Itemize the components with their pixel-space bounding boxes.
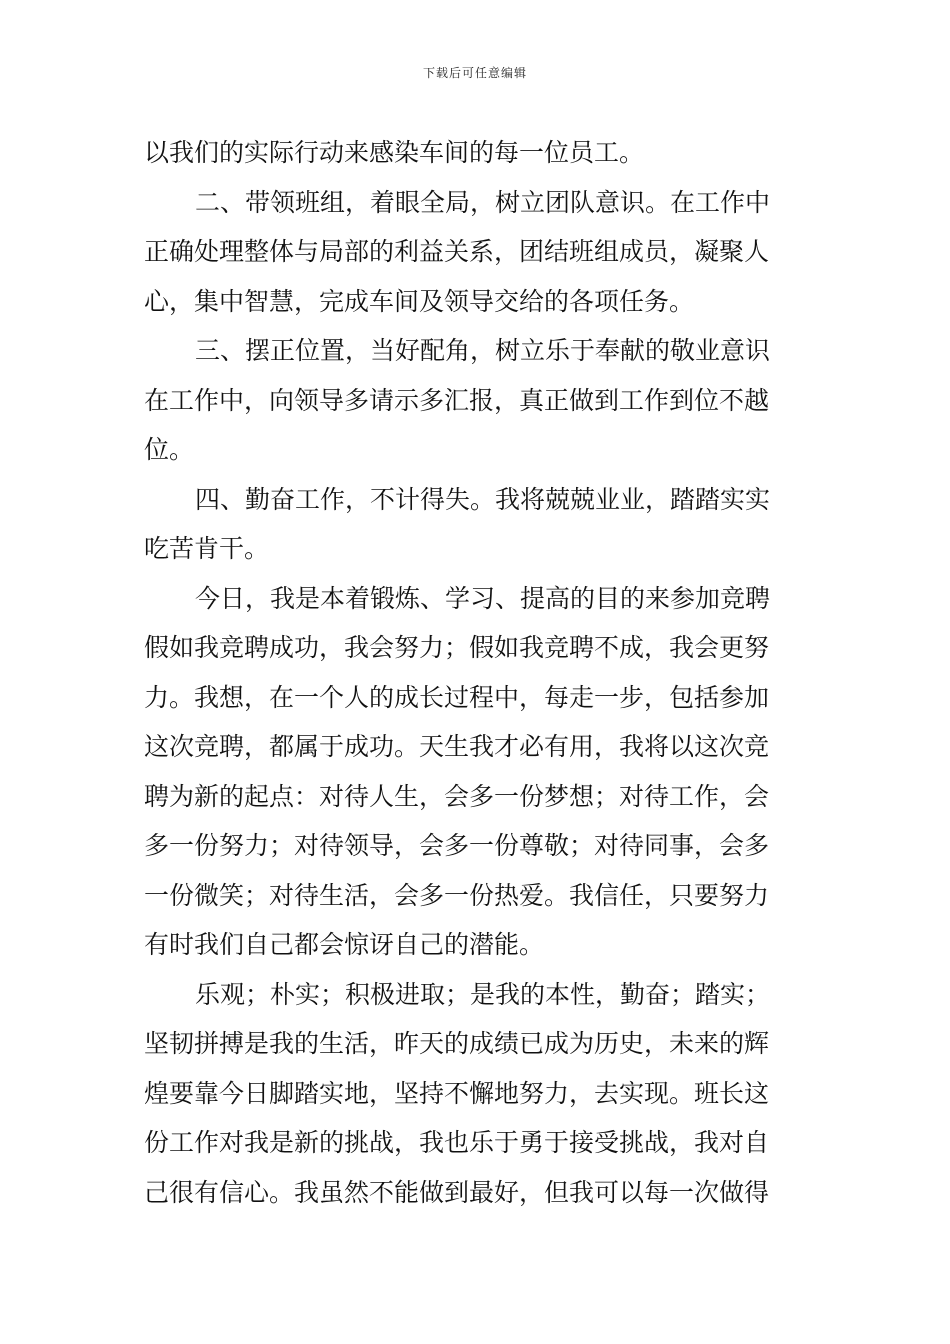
text-line: 以我们的实际行动来感染车间的每一位员工。 (144, 138, 645, 167)
text-line: 三、摆正位置，当好配角，树立乐于奉献的敬业意识 (195, 336, 771, 365)
text-line: 有时我们自己都会惊讶自己的潜能。 (144, 930, 545, 959)
text-line: 坚韧拼搏是我的生活，昨天的成绩已成为历史，未来的辉 (144, 1029, 770, 1058)
text-line: 乐观；朴实；积极进取；是我的本性，勤奋；踏实； (195, 979, 771, 1009)
page-header: 下载后可任意编辑 (422, 66, 527, 80)
text-line: 今日，我是本着锻炼、学习、提高的目的来参加竞聘 (195, 583, 771, 613)
document-body (144, 128, 809, 1217)
text-line: 四、勤奋工作，不计得失。我将兢兢业业，踏踏实实 (195, 484, 771, 514)
text-line: 聘为新的起点：对待人生，会多一份梦想；对待工作，会 (144, 781, 770, 811)
text-line: 位。 (144, 435, 195, 464)
text-line: 一份微笑；对待生活，会多一份热爱。我信任，只要努力 (144, 880, 770, 910)
text-line: 心，集中智慧，完成车间及领导交给的各项任务。 (144, 286, 695, 316)
text-line: 假如我竞聘成功，我会努力；假如我竞聘不成，我会更努 (144, 633, 770, 662)
text-line: 煌要靠今日脚踏实地，坚持不懈地努力，去实现。班长这 (144, 1078, 770, 1108)
text-line: 力。我想，在一个人的成长过程中，每走一步，包括参加 (144, 682, 770, 712)
text-line: 在工作中，向领导多请示多汇报，真正做到工作到位不越 (144, 385, 770, 415)
text-line: 份工作对我是新的挑战，我也乐于勇于接受挑战，我对自 (144, 1128, 770, 1157)
text-line: 这次竞聘，都属于成功。天生我才必有用，我将以这次竞 (144, 732, 770, 761)
text-line: 己很有信心。我虽然不能做到最好，但我可以每一次做得 (144, 1177, 770, 1207)
text-line: 二、带领班组，着眼全局，树立团队意识。在工作中 (195, 187, 771, 217)
text-line: 正确处理整体与局部的利益关系，团结班组成员，凝聚人 (144, 237, 770, 266)
text-line: 多一份努力；对待领导，会多一份尊敬；对待同事，会多 (144, 831, 770, 860)
text-line: 吃苦肯干。 (144, 534, 270, 563)
